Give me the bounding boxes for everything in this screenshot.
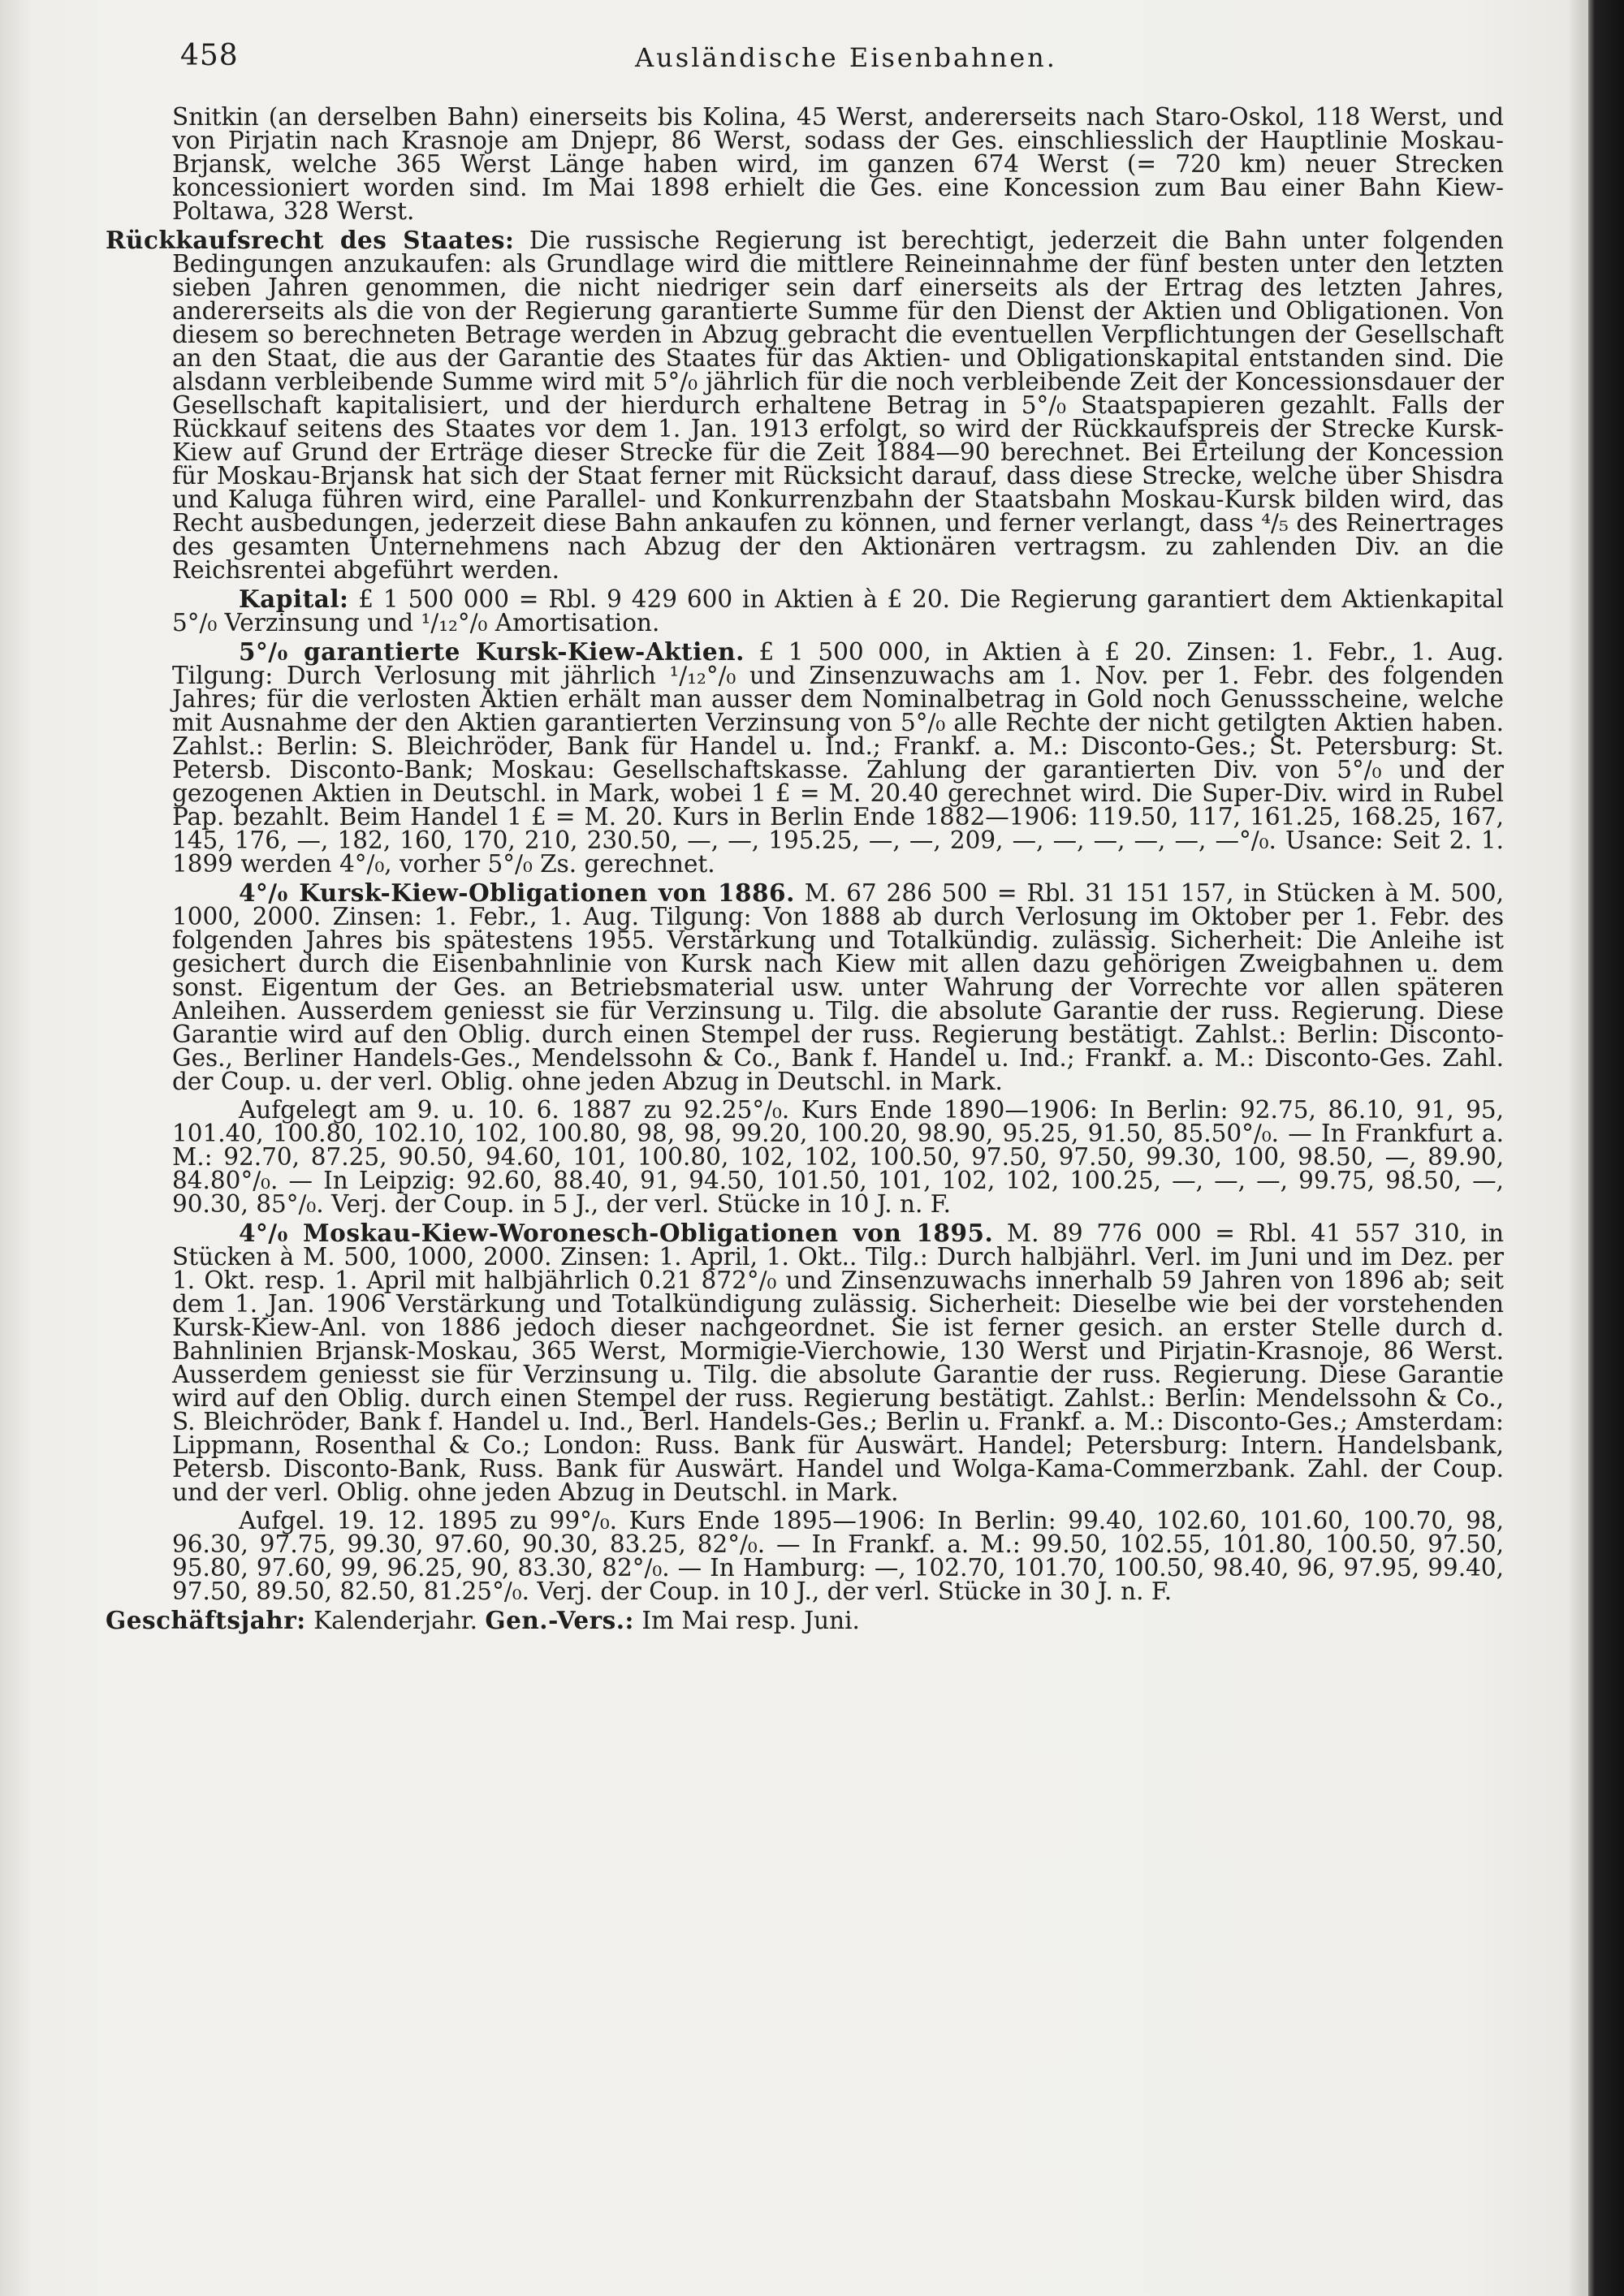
paragraph-intro	[172, 103, 1504, 225]
body-text	[106, 103, 1505, 1634]
section-heading: 4°/₀ Kursk-Kiew-Obligationen von 1886.	[239, 878, 795, 907]
section-heading: Rückkaufsrecht des Staates:	[106, 226, 515, 254]
section-heading: 4°/₀ Moskau-Kiew-Woronesch-Obligationen von 1895.	[239, 1219, 994, 1247]
page-header	[180, 39, 1512, 88]
section-heading: Gen.-Vers.:	[485, 1606, 634, 1634]
paragraph-text: Aufgelegt am 9. u. 10. 6. 1887 zu 92.25°/₀. Kurs Ende 1890—1906: In Berlin: 92.75, 86.10, 91, 95, 101.40, 100.80, 102.10, 102, 100.80, 98, 98, 99.20, 100.20, 98.90, 95.25, 91.50, 85.50°/₀. — In Frankfurt a. M.: 92.70, 87.25, 90.50, 94.60, 101, 100.80, 102, 102, 100.50, 97.50, 97.50, 99.30, 100, 98.50, —, 89.90, 84.80°/₀. — In Leipzig: 92.60, 88.40, 91, 94.50, 101.50, 101, 102, 102, 100.25, —, —, —, 99.75, 98.50, —, 90.30, 85°/₀. Verj. der Coup. in 5 J., der verl. Stücke in 10 J. n. F.	[172, 1096, 1504, 1218]
section-heading: Kapital:	[239, 585, 349, 613]
paragraph-kurse-1895	[172, 1509, 1504, 1603]
paragraph-text: Kalenderjahr.	[305, 1607, 486, 1634]
section-heading: 5°/₀ garantierte Kursk-Kiew-Aktien.	[239, 637, 745, 666]
paragraph-rueckkaufsrecht	[106, 228, 1504, 582]
paragraph-text: Die russische Regierung ist berechtigt, jederzeit die Bahn unter folgenden Bedingungen anzukaufen: als Grundlage wird die mittlere Reineinnahme der fünf besten unter den letzten sieben Jahren genommen, die nicht niedriger sein darf einerseits als der Ertrag des letzten Jahres, andererseits als die von der Regierung garantierte Summe für den Dienst der Aktien und Obligationen. Von diesem so berechneten Betrage werden in Abzug gebracht die eventuellen Verpflichtungen der Gesellschaft an den Staat, die aus der Garantie des Staates für das Aktien- und Obligationskapital entstanden sind. Die alsdann verbleibende Summe wird mit 5°/₀ jährlich für die noch verbleibende Zeit der Koncessionsdauer der Gesellschaft kapitalisiert, und der hierdurch erhaltene Betrag in 5°/₀ Staatspapieren gezahlt. Falls der Rückkauf seitens des Staates vor dem 1. Jan. 1913 erfolgt, so wird der Rückkaufspreis der Strecke Kursk-Kiew auf Grund der Erträge dieser Strecke für die Zeit 1884—90 berechnet. Bei Erteilung der Koncession für Moskau-Brjansk hat sich der Staat ferner mit Rücksicht darauf, dass diese Strecke, welche über Shisdra und Kaluga führen wird, eine Parallel- und Konkurrenzbahn der Staatsbahn Moskau-Kursk bilden wird, das Recht ausbedungen, jederzeit diese Bahn ankaufen zu können, und ferner verlangt, dass ⁴/₅ des Reinertrages des gesamten Unternehmens nach Abzug der den Aktionären vertragsm. zu zahlenden Div. an die Reichsrentei abgeführt werden.	[172, 227, 1504, 584]
running-head: Ausländische Eisenbahnen.	[635, 42, 1057, 73]
paragraph-text: Im Mai resp. Juni.	[633, 1607, 860, 1634]
paragraph-text: M. 67 286 500 = Rbl. 31 151 157, in Stücken à M. 500, 1000, 2000. Zinsen: 1. Febr., 1. Aug. Tilgung: Von 1888 ab durch Verlosung im Oktober per 1. Febr. des folgenden Jahres bis spätestens 1955. Verstärkung und Totalkündig. zulässig. Sicherheit: Die Anleihe ist gesichert durch die Eisenbahnlinie von Kursk nach Kiew mit allen dazu gehörigen Zweigbahnen u. dem sonst. Eigentum der Ges. an Betriebsmaterial usw. unter Wahrung der Vorrechte vor allen späteren Anleihen. Ausserdem geniesst sie für Verzinsung u. Tilg. die absolute Garantie der russ. Regierung. Diese Garantie wird auf den Oblig. durch einen Stempel der russ. Regierung bestätigt. Zahlst.: Berlin: Disconto-Ges., Berliner Handels-Ges., Mendelssohn & Co., Bank f. Handel u. Ind.; Frankf. a. M.: Disconto-Ges. Zahl. der Coup. u. der verl. Oblig. ohne jeden Abzug in Deutschl. in Mark.	[172, 879, 1505, 1095]
paragraph-text: £ 1 500 000 = Rbl. 9 429 600 in Aktien à £ 20. Die Regierung garantiert dem Aktienkapital 5°/₀ Verzinsung und ¹/₁₂°/₀ Amortisation.	[172, 585, 1504, 637]
paragraph-kapital	[172, 587, 1504, 635]
paragraph-text: M. 89 776 000 = Rbl. 41 557 310, in Stücken à M. 500, 1000, 2000. Zinsen: 1. April, 1. Okt.. Tilg.: Durch halbjährl. Verl. im Juni und im Dez. per 1. Okt. resp. 1. April mit halbjährlich 0.21 872°/₀ und Zinsenzuwachs innerhalb 59 Jahren von 1896 ab; seit dem 1. Jan. 1906 Verstärkung und Totalkündigung zulässig. Sicherheit: Dieselbe wie bei der vorstehenden Kursk-Kiew-Anl. von 1886 jedoch dieser nachgeordnet. Sie ist ferner gesich. an erster Stelle durch d. Bahnlinien Brjansk-Moskau, 365 Werst, Mormigie-Vierchowie, 130 Werst und Pirjatin-Krasnoje, 86 Werst. Ausserdem geniesst sie für Verzinsung u. Tilg. die absolute Garantie der russ. Regierung. Diese Garantie wird auf den Oblig. durch einen Stempel der russ. Regierung bestätigt. Zahlst.: Berlin: Mendelssohn & Co., S. Bleichröder, Bank f. Handel u. Ind., Berl. Handels-Ges.; Berlin u. Frankf. a. M.: Disconto-Ges.; Amsterdam: Lippmann, Rosenthal & Co.; London: Russ. Bank für Auswärt. Handel; Petersburg: Intern. Handelsbank, Petersb. Disconto-Bank, Russ. Bank für Auswärt. Handel und Wolga-Kama-Commerzbank. Zahl. der Coup. und der verl. Oblig. ohne jeden Abzug in Deutschl. in Mark.	[172, 1219, 1505, 1506]
book-spine-edge	[1588, 0, 1624, 2296]
page-number: 458	[180, 39, 239, 72]
paragraph-moskau-kiew-woronesch	[172, 1221, 1504, 1504]
paragraph-kurse-1886	[172, 1098, 1504, 1216]
paragraph-text: Aufgel. 19. 12. 1895 zu 99°/₀. Kurs Ende 1895—1906: In Berlin: 99.40, 102.60, 101.60, 100.70, 98, 96.30, 97.75, 99.30, 97.60, 90.30, 83.25, 82°/₀. — In Frankf. a. M.: 99.50, 102.55, 101.80, 100.50, 97.50, 95.80, 97.60, 99, 96.25, 90, 83.30, 82°/₀. — In Hamburg: —, 102.70, 101.70, 100.50, 98.40, 96, 97.95, 99.40, 97.50, 89.50, 82.50, 81.25°/₀. Verj. der Coup. in 10 J., der verl. Stücke in 30 J. n. F.	[172, 1507, 1504, 1605]
paragraph-kursk-kiew-aktien	[172, 637, 1504, 878]
paragraph-kursk-kiew-obligationen	[172, 878, 1505, 1095]
paragraph-geschaeftsjahr	[106, 1608, 1504, 1633]
section-heading: Geschäftsjahr:	[106, 1606, 306, 1634]
paragraph-text: £ 1 500 000, in Aktien à £ 20. Zinsen: 1. Febr., 1. Aug. Tilgung: Durch Verlosung mit jährlich ¹/₁₂°/₀ und Zinsenzuwachs am 1. Nov. per 1. Febr. des folgenden Jahres; für die verlosten Aktien erhält man ausser dem Nominalbetrag in Gold noch Genussscheine, welche mit Ausnahme der den Aktien garantierten Verzinsung von 5°/₀ alle Rechte der nicht getilgten Aktien haben. Zahlst.: Berlin: S. Bleichröder, Bank für Handel u. Ind.; Frankf. a. M.: Disconto-Ges.; St. Petersburg: St. Petersb. Disconto-Bank; Moskau: Gesellschaftskasse. Zahlung der garantierten Div. von 5°/₀ und der gezogenen Aktien in Deutschl. in Mark, wobei 1 £ = M. 20.40 gerechnet wird. Die Super-Div. wird in Rubel Pap. bezahlt. Beim Handel 1 £ = M. 20. Kurs in Berlin Ende 1882—1906: 119.50, 117, 161.25, 168.25, 167, 145, 176, —, 182, 160, 170, 210, 230.50, —, —, 195.25, —, —, 209, —, —, —, —, —, —°/₀. Usance: Seit 2. 1. 1899 werden 4°/₀, vorher 5°/₀ Zs. gerechnet.	[172, 638, 1504, 878]
paragraph-text: Snitkin (an derselben Bahn) einerseits bis Kolina, 45 Werst, andererseits nach Staro-Oskol, 118 Werst, und von Pirjatin nach Krasnoje am Dnjepr, 86 Werst, sodass der Ges. einschliesslich der Hauptlinie Moskau-Brjansk, welche 365 Werst Länge haben wird, im ganzen 674 Werst (= 720 km) neuer Strecken koncessioniert worden sind. Im Mai 1898 erhielt die Ges. eine Koncession zum Bau einer Bahn Kiew-Poltawa, 328 Werst.	[172, 103, 1504, 225]
